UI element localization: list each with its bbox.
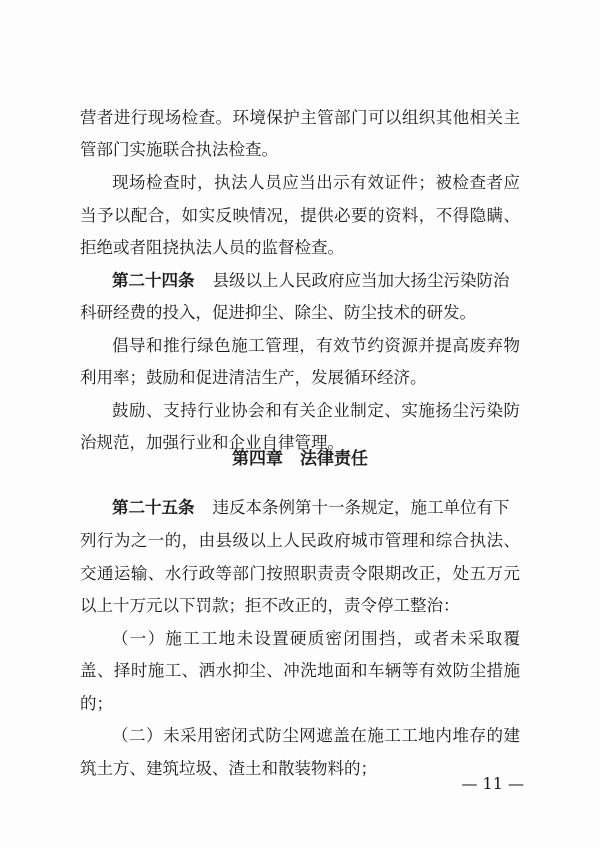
list-item-line: （一）施工工地未设置硬质密闭围挡，或者未采取覆 xyxy=(112,629,520,648)
text-line: 现场检查时，执法人员应当出示有效证件；被检查者应 xyxy=(112,173,520,192)
chapter-title: 第四章 法律责任 xyxy=(232,449,368,469)
list-item-line: （二）未采用密闭式防尘网遮盖在施工工地内堆存的建 xyxy=(112,726,520,745)
text-line: 列行为之一的，由县级以上人民政府城市管理和综合执法、 xyxy=(80,531,520,550)
text-line: 当予以配合，如实反映情况，提供必要的资料，不得隐瞒、 xyxy=(80,206,520,225)
article-text: 县级以上人民政府应当加大扬尘污染防治 xyxy=(212,271,510,290)
text-line: 管部门实施联合执法检查。 xyxy=(80,140,278,159)
text-line: 营者进行现场检查。环境保护主管部门可以组织其他相关主 xyxy=(80,108,520,127)
text-line: 科研经费的投入，促进抑尘、除尘、防尘技术的研发。 xyxy=(80,303,476,322)
text-line: 交通运输、水行政等部门按照职责责令限期改正，处五万元 xyxy=(80,564,520,583)
article-text: 违反本条例第十一条规定，施工单位有下 xyxy=(212,498,510,517)
page-number: — 11 — xyxy=(461,774,524,793)
text-line: 鼓励、支持行业协会和有关企业制定、实施扬尘污染防 xyxy=(112,401,520,420)
article-number: 第二十四条 xyxy=(112,271,195,290)
article-line xyxy=(112,267,520,295)
text-line: 盖、择时施工、洒水抑尘、冲洗地面和车辆等有效防尘措施 xyxy=(80,661,520,680)
article-number: 第二十五条 xyxy=(112,498,195,517)
article-line xyxy=(112,494,520,522)
text-line: 筑土方、建筑垃圾、渣土和散装物料的； xyxy=(80,759,377,778)
text-line: 以上十万元以下罚款；拒不改正的，责令停工整治： xyxy=(80,596,460,615)
text-line: 倡导和推行绿色施工管理，有效节约资源并提高废弃物 xyxy=(112,336,520,355)
text-line: 拒绝或者阻挠执法人员的监督检查。 xyxy=(80,238,344,257)
text-line: 治规范，加强行业和企业自律管理。 xyxy=(80,433,344,452)
text-line: 的； xyxy=(80,694,113,713)
text-line: 利用率；鼓励和促进清洁生产，发展循环经济。 xyxy=(80,368,427,387)
